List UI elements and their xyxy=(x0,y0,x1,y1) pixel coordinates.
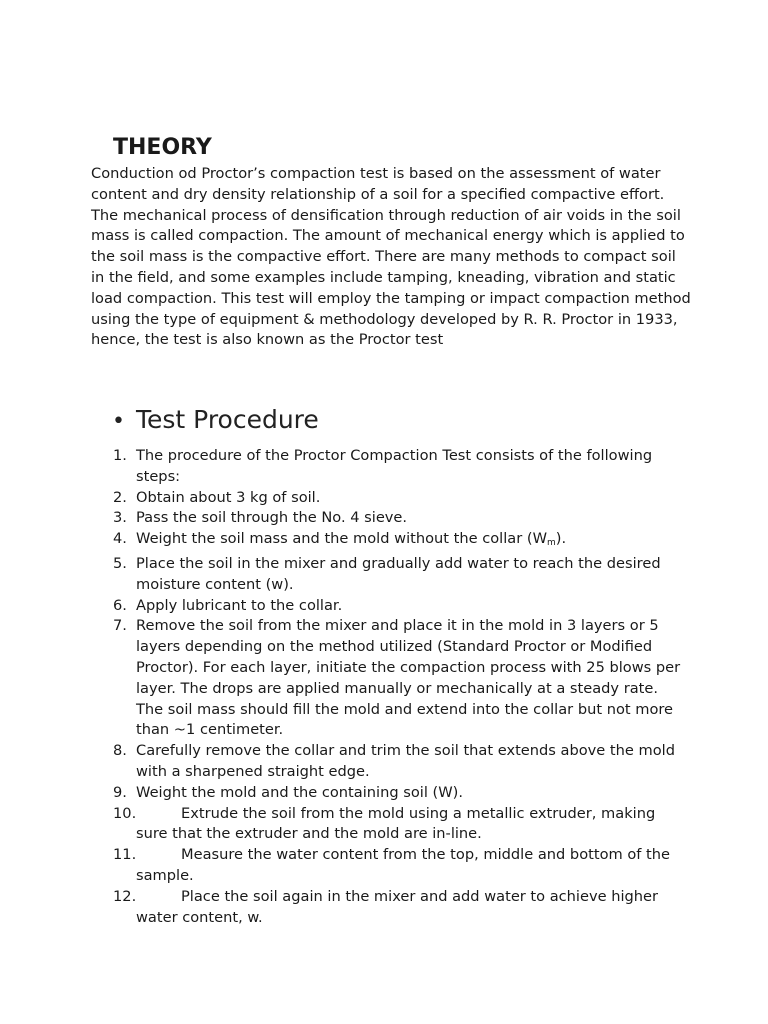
list-item xyxy=(113,529,683,554)
step-text: Weight the soil mass and the mold without the collar (W xyxy=(136,530,547,548)
step-number: 1. xyxy=(113,447,127,464)
step-number: 12. xyxy=(113,887,137,905)
list-item xyxy=(113,845,683,887)
procedure-heading-text: Test Procedure xyxy=(136,405,319,434)
list-item xyxy=(113,554,683,596)
list-item xyxy=(113,596,683,617)
step-number: 4. xyxy=(113,530,127,548)
list-item xyxy=(113,804,683,846)
step-text: Carefully remove the collar and trim the soil that extends above the mold with a sharpened straight edge. xyxy=(136,742,675,780)
step-number: 2. xyxy=(113,488,127,506)
step-text: Pass the soil through the No. 4 sieve. xyxy=(136,509,408,527)
step-number: 3. xyxy=(113,509,127,527)
step-text-tail: ). xyxy=(555,530,567,548)
list-item xyxy=(113,488,683,509)
step-number: 10. xyxy=(113,804,137,822)
step-text: Apply lubricant to the collar. xyxy=(136,596,343,614)
step-text: Place the soil in the mixer and gradually add water to reach the desired moisture content (w). xyxy=(136,554,661,593)
list-item xyxy=(113,616,683,741)
list-item xyxy=(113,508,683,529)
theory-heading: THEORY xyxy=(113,135,212,160)
step-number: 6. xyxy=(113,596,127,614)
list-item xyxy=(113,446,683,488)
theory-paragraph: Conduction od Proctor’s compaction test is based on the assessment of water content and dry density relationship of a soil for a specified compactive effort. The mechanical process of densification through reduction of air voids in the soil mass is called compaction. The amount of mechanical energy which is applied to the soil mass is the compactive effort. There are many methods to compact soil in the field, and some examples include tamping, kneading, vibration and static load compaction. This test will employ the tamping or impact compaction method using the type of equipment & methodology developed by R. R. Proctor in 1933, hence, the test is also known as the Proctor test xyxy=(91,165,691,349)
procedure-heading xyxy=(112,402,319,440)
step-text: Measure the water content from the top, middle and bottom of the sample. xyxy=(136,846,671,884)
step-text: Weight the mold and the containing soil (W). xyxy=(136,783,463,801)
list-item xyxy=(113,783,683,804)
step-number: 8. xyxy=(113,742,127,760)
list-item xyxy=(113,741,683,783)
step-number: 5. xyxy=(113,554,127,572)
list-item xyxy=(113,887,683,929)
step-number: 9. xyxy=(113,783,127,801)
step-text: Remove the soil from the mixer and place it in the mold in 3 layers or 5 layers depending on the method utilized (Standard Proctor or Modified Proctor). For each layer, initiate the compaction process with 25 blows per layer. The drops are applied manually or mechanically at a steady rate. The soil mass should fill the mold and extend into the collar but not more than ~1 centimeter. xyxy=(136,617,681,739)
step-text: Obtain about 3 kg of soil. xyxy=(136,488,321,506)
step-number: 7. xyxy=(113,617,127,635)
step-number: 11. xyxy=(113,846,137,864)
step-subscript: m xyxy=(547,538,556,549)
step-text: The procedure of the Proctor Compaction Test consists of the following steps: xyxy=(136,447,653,485)
procedure-steps-list xyxy=(113,446,683,928)
step-text: Extrude the soil from the mold using a metallic extruder, making sure that the extruder and the mold are in-line. xyxy=(136,804,656,843)
bullet-icon: • xyxy=(112,409,125,434)
step-text: Place the soil again in the mixer and add water to achieve higher water content, w. xyxy=(136,887,659,926)
